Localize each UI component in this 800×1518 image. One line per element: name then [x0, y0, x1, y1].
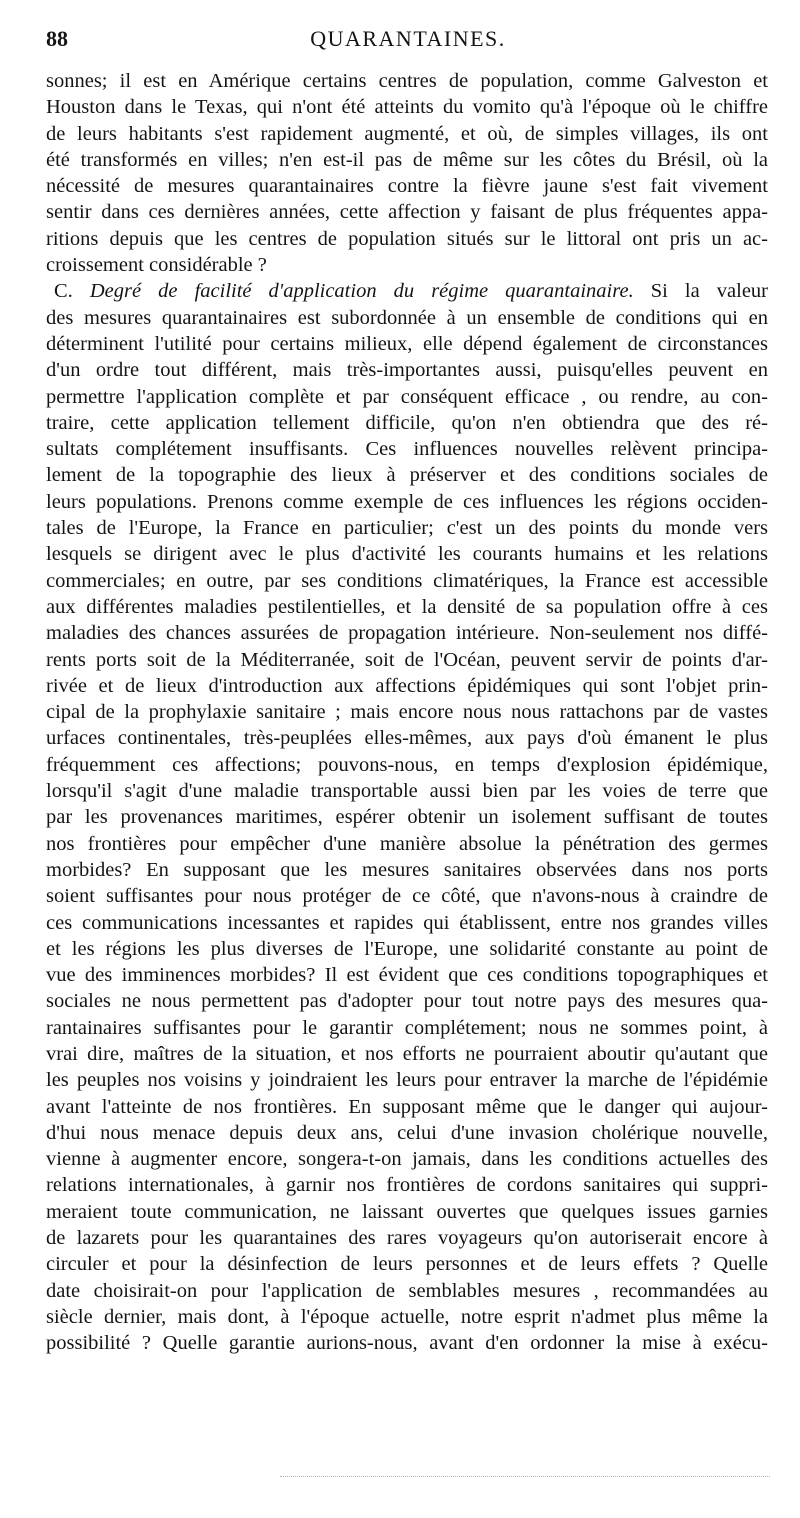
- text-line: lement de la topographie des lieux à préserver et des conditions sociales de: [46, 464, 768, 487]
- text-line: fréquemment ces affections; pouvons-nous, en temps d'explosion épidémique,: [46, 753, 768, 776]
- text-line: rantainaires suffisantes pour le garantir complétement; nous ne sommes point, à: [46, 1016, 768, 1039]
- text-line: des mesures quarantainaires est subordonnée à un ensemble de conditions qui en: [46, 306, 768, 329]
- text-line: soient suffisantes pour nous protéger de ce côté, que n'avons-nous à craindre de: [46, 885, 768, 908]
- text-line: vienne à augmenter encore, songera-t-on jamais, dans les conditions actuelles des: [46, 1148, 768, 1171]
- text-line: circuler et pour la désinfection de leurs personnes et de leurs effets ? Quelle: [46, 1253, 768, 1276]
- text-line: Houston dans le Texas, qui n'ont été atteints du vomito qu'à l'époque où le chiffre: [46, 96, 768, 119]
- section-heading: Degré de facilité d'application du régime quarantainaire.: [89, 280, 634, 303]
- text-line: les peuples nos voisins y joindraient les leurs pour entraver la marche de l'épidémie: [46, 1069, 768, 1092]
- text-line: par les provenances maritimes, espérer obtenir un isolement suffisant de toutes: [46, 806, 768, 829]
- section-letter: C.: [54, 280, 73, 303]
- text-line: été transformés en villes; n'en est-il pas de même sur les côtes du Brésil, où la: [46, 148, 768, 171]
- text-line: lorsqu'il s'agit d'une maladie transportable aussi bien par les voies de terre que: [46, 780, 768, 803]
- text-line: traire, cette application tellement difficile, qu'on n'en obtiendra que des ré-: [46, 411, 768, 434]
- running-title: QUARANTAINES.: [310, 26, 506, 51]
- text-line: rivée et de lieux d'introduction aux affections épidémiques qui sont l'objet prin-: [46, 674, 768, 697]
- text-line: permettre l'application complète et par conséquent efficace , ou rendre, au con-: [46, 385, 768, 408]
- text-line: aux différentes maladies pestilentielles, et la densité de sa population offre à ces: [46, 595, 768, 618]
- text-line: vrai dire, maîtres de la situation, et nos efforts ne pourraient aboutir qu'autant que: [46, 1042, 768, 1065]
- body-text: [46, 68, 768, 1383]
- text-line: meraient toute communication, ne laissant ouvertes que quelques issues garnies: [46, 1200, 768, 1223]
- text-line: morbides? En supposant que les mesures sanitaires observées dans nos ports: [46, 858, 768, 881]
- text-line: maladies des chances assurées de propagation intérieure. Non-seulement nos diffé-: [46, 622, 768, 645]
- text-line: urfaces continentales, très-peuplées elles-mêmes, aux pays d'où émanent le plus: [46, 727, 768, 750]
- text-line: avant l'atteinte de nos frontières. En supposant même que le danger qui aujour-: [46, 1095, 768, 1118]
- section-heading-rest: Si la valeur: [650, 280, 768, 303]
- text-line: croissement considérable ?: [46, 254, 267, 277]
- text-line: sociales ne nous permettent pas d'adopter pour tout notre pays des mesures qua-: [46, 990, 768, 1013]
- text-line: de lazarets pour les quarantaines des rares voyageurs qu'on autoriserait encore à: [46, 1227, 768, 1250]
- page-number: 88: [46, 26, 68, 51]
- text-line: tales de l'Europe, la France en particulier; c'est un des points du monde vers: [46, 517, 768, 540]
- text-line: nécessité de mesures quarantainaires contre la fièvre jaune s'est fait vivement: [46, 175, 768, 198]
- text-line: cipal de la prophylaxie sanitaire ; mais encore nous nous rattachons par de vastes: [46, 701, 768, 724]
- text-line: nos frontières pour empêcher d'une manière absolue la pénétration des germes: [46, 832, 768, 855]
- section-heading-line: [46, 278, 768, 304]
- text-line: commerciales; en outre, par ses conditions climatériques, la France est accessible: [46, 569, 768, 592]
- text-line: vue des imminences morbides? Il est évident que ces conditions topographiques et: [46, 964, 768, 987]
- text-line: relations internationales, à garnir nos frontières de cordons sanitaires qui suppri-: [46, 1174, 768, 1197]
- text-line: lesquels se dirigent avec le plus d'activité les courants humains et les relations: [46, 543, 768, 566]
- text-line: ritions depuis que les centres de population situés sur le littoral ont pris un ac-: [46, 227, 768, 250]
- text-line: [46, 1357, 768, 1383]
- text-line: date choisirait-on pour l'application de semblables mesures , recommandées au: [46, 1279, 768, 1302]
- text-line: déterminent l'utilité pour certains milieux, elle dépend également de circonstances: [46, 332, 768, 355]
- text-line: sonnes; il est en Amérique certains centres de population, comme Galveston et: [46, 70, 768, 92]
- text-line: rents ports soit de la Méditerranée, soit de l'Océan, peuvent servir de points d'ar-: [46, 648, 768, 671]
- text-line: leurs populations. Prenons comme exemple de ces influences les régions occiden-: [46, 490, 768, 513]
- text-line: siècle dernier, mais dont, à l'époque actuelle, notre esprit n'admet plus même la: [46, 1305, 768, 1328]
- text-line: de leurs habitants s'est rapidement augmenté, et où, de simples villages, ils ont: [46, 122, 768, 145]
- text-line: d'un ordre tout différent, mais très-importantes aussi, puisqu'elles peuvent en: [46, 359, 768, 382]
- footer-rule: [280, 1476, 770, 1481]
- page-header: [46, 26, 770, 56]
- text-line: ces communications incessantes et rapides qui établissent, entre nos grandes villes: [46, 911, 768, 934]
- text-line: sultats complétement insuffisants. Ces influences nouvelles relèvent principa-: [46, 438, 768, 461]
- text-line: d'hui nous menace depuis deux ans, celui d'une invasion cholérique nouvelle,: [46, 1121, 768, 1144]
- text-line: sentir dans ces dernières années, cette affection y faisant de plus fréquentes appa-: [46, 201, 768, 224]
- text-line: et les régions les plus diverses de l'Europe, une solidarité constante au point de: [46, 937, 768, 960]
- text-line: possibilité ? Quelle garantie aurions-nous, avant d'en ordonner la mise à exécu-: [46, 1332, 768, 1355]
